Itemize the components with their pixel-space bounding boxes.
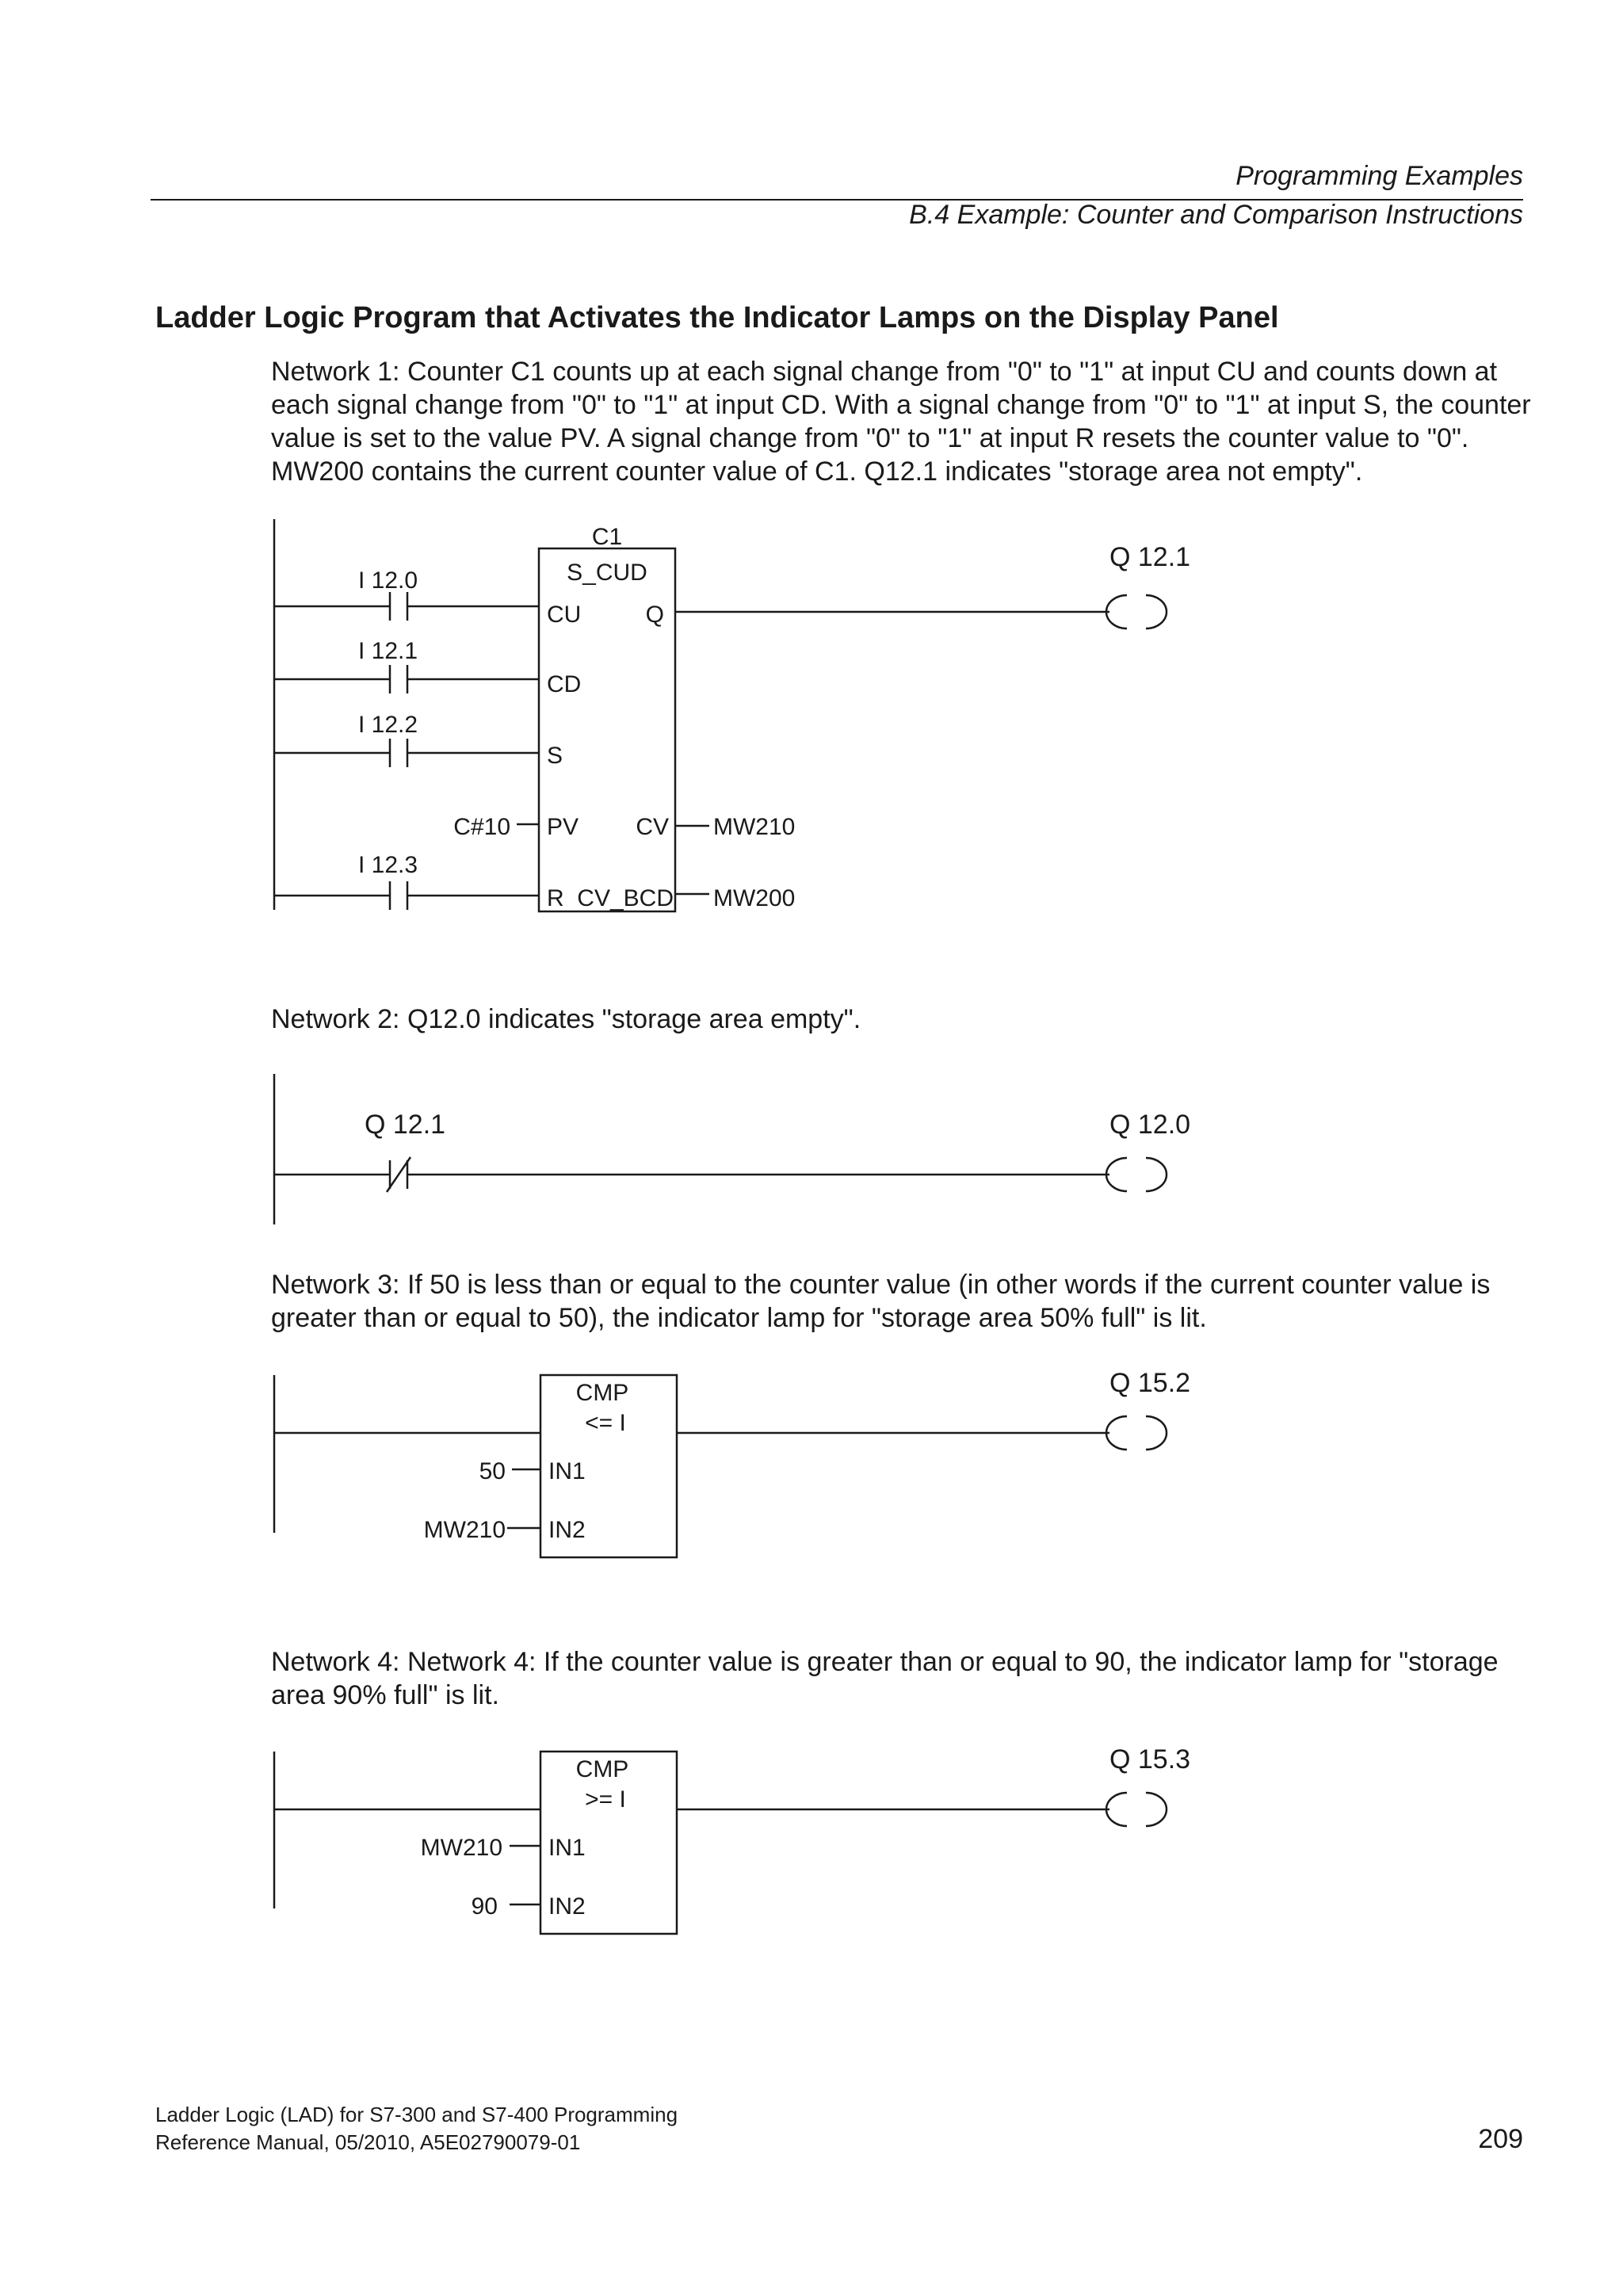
page-title: Ladder Logic Program that Activates the Indicator Lamps on the Display Panel xyxy=(155,301,1279,334)
pin-label: R xyxy=(547,885,564,911)
pin-label: IN2 xyxy=(548,1517,586,1543)
coil-label: Q 12.0 xyxy=(1109,1110,1191,1140)
network-4-diagram xyxy=(0,1740,1623,1946)
in1-operand: MW210 xyxy=(420,1835,502,1861)
coil-label: Q 15.2 xyxy=(1109,1368,1191,1398)
pin-label: CV xyxy=(636,814,669,840)
pin-label: IN1 xyxy=(548,1835,586,1861)
cv-bcd-operand: MW200 xyxy=(713,885,796,911)
cv-operand: MW210 xyxy=(713,814,796,840)
block-type: CMP xyxy=(575,1380,629,1406)
in2-operand: 90 xyxy=(471,1893,498,1920)
footer-line-1: Ladder Logic (LAD) for S7-300 and S7-400 Programming xyxy=(155,2103,678,2126)
header-section: Programming Examples xyxy=(1235,161,1523,191)
contact-label: I 12.1 xyxy=(358,638,418,664)
coil-label: Q 15.3 xyxy=(1109,1744,1191,1775)
contact-label: I 12.0 xyxy=(358,567,418,594)
contact-label: I 12.3 xyxy=(358,852,418,878)
footer-line-2: Reference Manual, 05/2010, A5E02790079-01 xyxy=(155,2130,581,2154)
pin-label: CV_BCD xyxy=(577,885,674,911)
pin-label: CU xyxy=(547,602,582,628)
compare-op: >= I xyxy=(585,1786,626,1813)
in1-operand: 50 xyxy=(479,1458,506,1484)
network-1-description: Network 1: Counter C1 counts up at each signal change from "0" to "1" at input CU and counts down at each signal change from "0" to "1" at input CD. With a signal change from "0" to "1" at input S, the counter value is set to the value PV. A signal change from "0" to "1" at input R resets the counter value to "0". MW200 contains the current counter value of C1. Q12.1 indicates "storage area not empty". xyxy=(271,357,1531,487)
pin-label: Q xyxy=(645,602,664,628)
network-3-diagram xyxy=(0,1363,1623,1569)
pin-label: CD xyxy=(547,671,582,697)
block-type: S_CUD xyxy=(567,560,647,586)
coil-label: Q 12.1 xyxy=(1109,542,1191,572)
compare-op: <= I xyxy=(585,1410,626,1436)
network-3-description: Network 3: If 50 is less than or equal to the counter value (in other words if the current counter value is greater than or equal to 50), the indicator lamp for "storage area 50% full" is lit. xyxy=(271,1270,1491,1333)
block-type: CMP xyxy=(575,1756,629,1782)
network-2-description: Network 2: Q12.0 indicates "storage area empty". xyxy=(271,1004,861,1034)
contact-label: I 12.2 xyxy=(358,712,418,738)
page-number: 209 xyxy=(1478,2124,1523,2154)
in2-operand: MW210 xyxy=(423,1517,506,1543)
network-4-description: Network 4: Network 4: If the counter value is greater than or equal to 90, the indicator lamp for "storage area 90% full" is lit. xyxy=(271,1647,1499,1710)
network-2-diagram xyxy=(0,1062,1623,1236)
pin-label: S xyxy=(547,743,563,769)
network-1-diagram xyxy=(0,507,1623,935)
block-name: C1 xyxy=(591,524,623,550)
pin-label: PV xyxy=(547,814,579,840)
header-subsection: B.4 Example: Counter and Comparison Instructions xyxy=(909,200,1523,230)
pin-label: IN1 xyxy=(548,1458,586,1484)
pin-label: IN2 xyxy=(548,1893,586,1920)
contact-label: Q 12.1 xyxy=(365,1110,446,1140)
pv-operand: C#10 xyxy=(453,814,510,840)
